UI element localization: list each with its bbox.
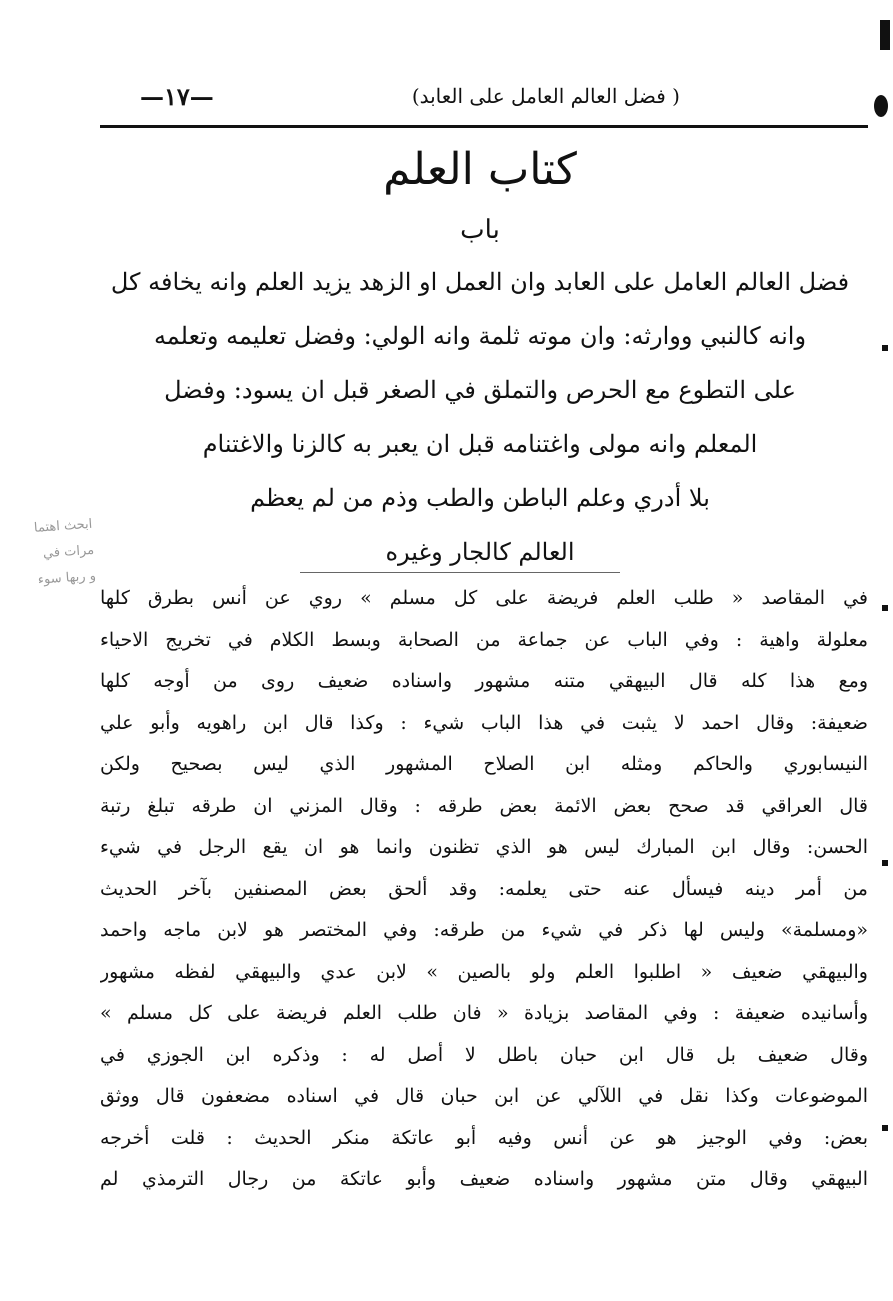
section-divider: [300, 572, 620, 573]
chapter-heading-line: المعلم وانه مولى واغتنامه قبل ان يعبر به كالزنا والاغتنام: [202, 430, 758, 458]
scan-edge-mark: [880, 20, 890, 50]
chapter-heading-line: بلا أدري وعلم الباطن والطب وذم من لم يعظم: [250, 484, 710, 512]
chapter-heading-line: العالم كالجار وغيره: [385, 538, 575, 566]
chapter-heading-line: فضل العالم العامل على العابد وان العمل او الزهد يزيد العلم وانه يخافه كل: [110, 268, 850, 296]
scan-edge-mark: [874, 95, 888, 117]
body-text-line: في المقاصد « طلب العلم فريضة على كل مسلم » روي عن أنس بطرق كلها: [100, 587, 868, 609]
body-text-line: وأسانيده ضعيفة : وفي المقاصد بزيادة « فان طلب العلم فريضة على كل مسلم »: [100, 1002, 868, 1024]
body-text-line: النيسابوري والحاكم ومثله ابن الصلاح المشهور الذي ليس بصحيح ولكن: [100, 753, 868, 775]
scan-edge-mark: [882, 860, 888, 866]
chapter-heading-line: على التطوع مع الحرص والتملق في الصغر قبل ان يسود: وفضل: [164, 376, 796, 404]
header-title: ( فضل العالم العامل على العابد): [411, 84, 680, 108]
margin-note-line: و ربها سوء: [37, 568, 97, 588]
chapter-label: باب: [460, 215, 500, 245]
chapter-heading-line: وانه كالنبي ووارثه: وان موته ثلمة وانه الولي: وفضل تعليمه وتعلمه: [153, 322, 807, 350]
body-text-line: ومع هذا كله قال البيهقي متنه مشهور واسناده ضعيف روى من أوجه كلها: [100, 670, 868, 692]
scan-edge-mark: [882, 605, 888, 611]
body-text-line: الحسن: وقال ابن المبارك ليس هو الذي تظنون وانما هو ان يقع الرجل في شيء: [100, 836, 868, 858]
scan-edge-mark: [882, 1125, 888, 1131]
book-title: كتاب العلم: [383, 144, 577, 195]
body-text-line: من أمر دينه فيسأل عنه حتى يعلمه: وقد ألحق بعض المصنفين بآخر الحديث: [100, 877, 868, 900]
body-text-line: البيهقي وقال متن مشهور واسناده ضعيف وأبو عاتكة من رجال الترمذي لم: [100, 1168, 868, 1190]
body-text-line: معلولة واهية : وفي الباب عن جماعة من الصحابة وبسط الكلام في تخريج الاحياء: [100, 628, 868, 651]
running-header: [100, 80, 860, 120]
body-text-line: الموضوعات وكذا نقل في اللآلي عن ابن حبان قال في اسناده مضعفون قال ووثق: [100, 1085, 868, 1107]
body-text-line: قال العراقي قد صحح بعض الائمة بعض طرقه : وقال المزني ان طرقه تبلغ رتبة: [100, 794, 868, 817]
page-number: —١٧—: [140, 82, 214, 111]
scan-edge-mark: [882, 345, 888, 351]
header-rule: [100, 125, 868, 128]
margin-note-line: ابحث اهتما: [33, 516, 93, 536]
body-text: [100, 578, 868, 1201]
body-text-line: والبيهقي ضعيف « اطلبوا العلم ولو بالصين » لابن عدي والبيهقي لفظه مشهور: [100, 960, 868, 983]
handwritten-margin-note: [0, 512, 98, 618]
body-text-line: وقال ضعيف بل قال ابن حبان باطل لا أصل له : وذكره ابن الجوزي في: [100, 1043, 868, 1066]
margin-note-line: مرات في: [42, 542, 95, 562]
chapter-heading: [100, 255, 860, 579]
body-text-line: ضعيفة: وقال احمد لا يثبت في هذا الباب شيء : وكذا قال ابن راهويه وأبو علي: [100, 711, 868, 734]
body-text-line: بعض: وفي الوجيز هو عن أنس وفيه أبو عاتكة منكر الحديث : قلت أخرجه: [100, 1126, 868, 1149]
body-text-line: «ومسلمة» وليس لها ذكر في شيء من طرقه: وفي المختصر هو لابن ماجه واحمد: [100, 919, 868, 941]
